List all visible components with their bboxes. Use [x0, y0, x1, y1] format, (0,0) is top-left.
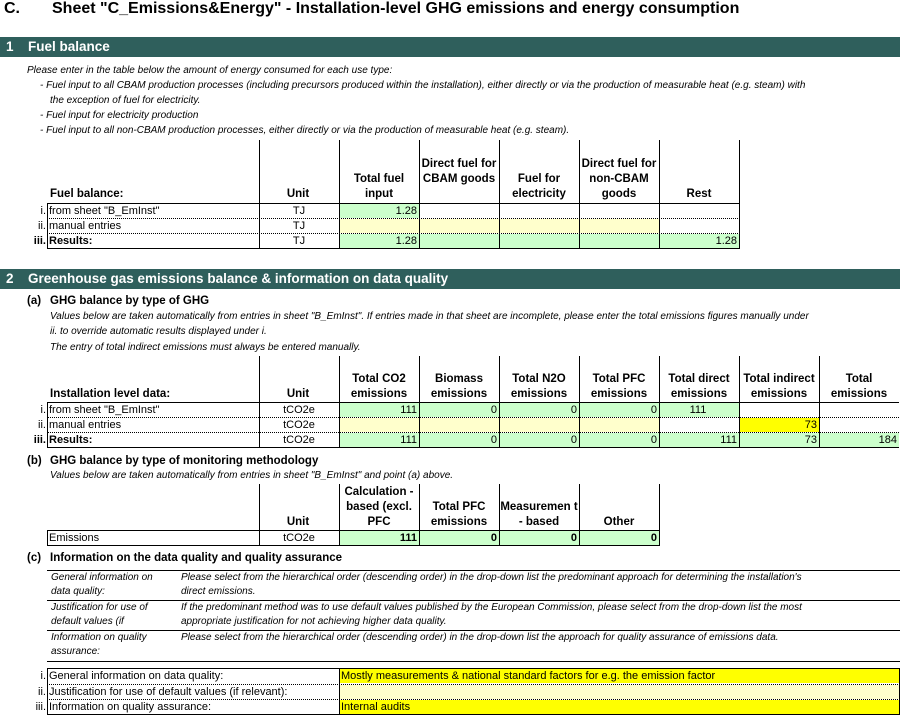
fuel-intro: Please enter in the table below the amount of energy consumed for each use type:	[27, 65, 393, 76]
hdr-calculation-based: Calculation - based (excl. PFC	[344, 486, 414, 528]
fuel-elec-ii[interactable]	[499, 219, 579, 233]
subsection-c-title: Information on the data quality and quality assurance	[50, 552, 343, 564]
grid-line	[47, 545, 660, 546]
ghg-row-label: manual entries	[49, 419, 122, 431]
fuel-row-label: manual entries	[49, 220, 122, 232]
grid-line	[259, 484, 260, 546]
quality-row-label: Information on quality assurance:	[49, 701, 212, 713]
info-text-3a: Please select from the hierarchical order (descending order) in the drop-down list the approach for quality assurance of emissions data.	[181, 632, 779, 643]
hdr-biomass: Biomass emissions	[430, 373, 488, 400]
hdr-total-emissions: Total emissions	[830, 373, 888, 400]
ghg-co2-ii[interactable]	[339, 418, 419, 432]
fuel-rest-iii: 1.28	[659, 234, 739, 248]
info-label-2b: default values (if	[51, 616, 124, 627]
fuel-bullet-1b: the exception of fuel for electricity.	[50, 95, 201, 106]
ghg-bio-ii[interactable]	[419, 418, 499, 432]
grid-line	[339, 484, 340, 546]
hdr-total-indirect: Total indirect emissions	[743, 373, 815, 400]
info-text-1a: Please select from the hierarchical order (descending order) in the drop-down list the predominant approach for determining the installation's	[181, 572, 802, 583]
fuel-row-unit: TJ	[292, 235, 306, 247]
ghg-bio-i[interactable]: 0	[419, 403, 499, 417]
fuel-noncbam-ii[interactable]	[579, 219, 659, 233]
grid-line	[47, 661, 900, 662]
fuel-noncbam-iii	[579, 234, 659, 248]
method-other-value: 0	[579, 531, 659, 545]
grid-line	[47, 630, 900, 631]
quality-row-num: ii.	[38, 686, 46, 698]
grid-line	[47, 432, 899, 433]
fuel-row-unit: TJ	[292, 205, 306, 217]
grid-line	[499, 484, 500, 546]
fuel-cbam-ii[interactable]	[419, 219, 499, 233]
hdr-total-co2: Total CO2 emissions	[350, 373, 408, 400]
info-text-2a: If the predominant method was to use default values published by the European Commission, please select from the drop-down list the most	[181, 602, 802, 613]
hdr-total-n2o: Total N2O emissions	[510, 373, 568, 400]
section-1-title: Fuel balance	[28, 39, 110, 54]
info-text-2b: appropriate justification for not achieving higher data quality.	[181, 616, 447, 627]
hdr-direct-noncbam: Direct fuel for non-CBAM goods	[581, 158, 657, 200]
hdr-other: Other	[603, 516, 635, 528]
ghg-note-2: ii. to override automatic results displayed under i.	[50, 326, 267, 337]
grid-line	[47, 570, 900, 571]
hdr-unit: Unit	[286, 188, 310, 200]
info-label-1b: data quality:	[51, 586, 105, 597]
grid-line	[339, 668, 340, 715]
ghg-n2o-ii[interactable]	[499, 418, 579, 432]
method-row-label: Emissions	[49, 532, 100, 544]
ghg-pfc-i[interactable]: 0	[579, 403, 659, 417]
grid-line	[47, 203, 48, 249]
fuel-cbam-iii	[419, 234, 499, 248]
quality-row-label: General information on data quality:	[49, 670, 224, 682]
subsection-a-number: (a)	[27, 295, 42, 307]
ghg-pfc-ii[interactable]	[579, 418, 659, 432]
hdr-rest: Rest	[686, 188, 712, 200]
ghg-pfc-iii: 0	[579, 433, 659, 447]
ghg-row-unit: tCO2e	[283, 404, 315, 416]
hdr-unit: Unit	[286, 388, 310, 400]
ghg-co2-i[interactable]: 111	[339, 403, 419, 417]
ghg-n2o-iii: 0	[499, 433, 579, 447]
fuel-bullet-3: - Fuel input to all non-CBAM production processes, either directly or via the production of measurable heat (e.g. steam).	[40, 125, 570, 136]
default-values-justification-select[interactable]	[339, 685, 900, 699]
ghg-direct-i[interactable]: 111	[659, 403, 739, 417]
ghg-note-3: The entry of total indirect emissions must always be entered manually.	[50, 342, 361, 353]
method-calc-value: 111	[339, 531, 419, 545]
grid-line	[579, 484, 580, 546]
subsection-b-title: GHG balance by type of monitoring methodology	[50, 455, 319, 467]
ghg-row-label: Results:	[49, 434, 93, 446]
grid-line	[47, 203, 740, 204]
subsection-c-number: (c)	[27, 552, 42, 564]
section-2-header	[0, 269, 900, 289]
fuel-row-num: iii.	[33, 235, 46, 247]
ghg-row-num: ii.	[38, 419, 46, 431]
fuel-total-i[interactable]: 1.28	[339, 204, 419, 218]
data-quality-select[interactable]: Mostly measurements & national standard factors for e.g. the emission factor	[339, 669, 900, 683]
section-2-number: 2	[6, 271, 14, 286]
method-note: Values below are taken automatically from entries in sheet "B_EmInst" and point (a) above.	[50, 470, 454, 481]
title-text: Sheet "C_Emissions&Energy" - Installation-level GHG emissions and energy consumption	[52, 0, 740, 17]
grid-line	[47, 248, 740, 249]
hdr-total-pfc: Total PFC emissions	[430, 501, 488, 528]
info-label-1a: General information on	[51, 572, 153, 583]
section-1-header	[0, 37, 900, 57]
hdr-total-direct: Total direct emissions	[668, 373, 730, 400]
info-label-3a: Information on quality	[51, 632, 147, 643]
fuel-total-iii: 1.28	[339, 234, 419, 248]
title-prefix: C.	[4, 0, 20, 17]
method-pfc-value: 0	[419, 531, 499, 545]
quality-row-num: i.	[40, 670, 46, 682]
fuel-bullet-1: - Fuel input to all CBAM production processes (including precursors produced within the installation), either directly or via the production of measurable heat (e.g. steam) with	[40, 80, 806, 91]
grid-line	[47, 233, 740, 234]
fuel-table-label: Fuel balance:	[50, 188, 124, 200]
grid-line	[47, 600, 900, 601]
fuel-elec-iii	[499, 234, 579, 248]
hdr-unit: Unit	[286, 516, 310, 528]
method-row-unit: tCO2e	[283, 532, 315, 544]
quality-row-label: Justification for use of default values (if relevant):	[49, 686, 288, 698]
ghg-n2o-i[interactable]: 0	[499, 403, 579, 417]
subsection-b-number: (b)	[27, 455, 42, 467]
fuel-bullet-2: - Fuel input for electricity production	[40, 110, 199, 121]
hdr-fuel-electricity: Fuel for electricity	[512, 173, 566, 200]
grid-line	[47, 447, 899, 448]
quality-row-num: iii.	[35, 701, 46, 713]
ghg-indirect-ii[interactable]: 73	[739, 418, 819, 432]
info-text-1b: direct emissions.	[181, 586, 256, 597]
fuel-row-num: i.	[40, 205, 46, 217]
method-meas-value: 0	[499, 531, 579, 545]
grid-line	[47, 218, 740, 219]
fuel-row-label: Results:	[49, 235, 93, 247]
ghg-co2-iii: 111	[339, 433, 419, 447]
grid-line	[659, 484, 660, 546]
ghg-note-1: Values below are taken automatically from entries in sheet "B_EmInst". If entries made in that sheet are incomplete, please enter the total emissions figures manually under	[50, 311, 809, 322]
fuel-total-ii[interactable]	[339, 219, 419, 233]
ghg-row-unit: tCO2e	[283, 434, 315, 446]
grid-line	[419, 484, 420, 546]
grid-line	[47, 668, 48, 715]
page-title	[4, 0, 739, 18]
grid-line	[47, 402, 899, 403]
ghg-table-label: Installation level data:	[50, 388, 171, 400]
section-1-number: 1	[6, 39, 14, 54]
grid-line	[47, 417, 899, 418]
hdr-total-pfc: Total PFC emissions	[590, 373, 648, 400]
hdr-total-fuel: Total fuel input	[353, 173, 405, 200]
hdr-measurement-based: Measuremen t - based	[500, 501, 578, 528]
quality-assurance-select[interactable]: Internal audits	[339, 700, 900, 714]
ghg-indirect-iii: 73	[739, 433, 819, 447]
fuel-row-unit: TJ	[292, 220, 306, 232]
grid-line	[47, 530, 660, 531]
ghg-total-iii: 184	[819, 433, 899, 447]
section-2-title: Greenhouse gas emissions balance & information on data quality	[28, 271, 449, 286]
hdr-direct-cbam: Direct fuel for CBAM goods	[421, 158, 497, 185]
ghg-row-label: from sheet "B_EmInst"	[49, 404, 160, 416]
info-label-3b: assurance:	[51, 646, 100, 657]
grid-line	[47, 402, 48, 448]
ghg-bio-iii: 0	[419, 433, 499, 447]
ghg-row-num: iii.	[33, 434, 46, 446]
grid-line	[47, 530, 48, 546]
subsection-a-title: GHG balance by type of GHG	[50, 295, 210, 307]
info-label-2a: Justification for use of	[51, 602, 148, 613]
fuel-row-label: from sheet "B_EmInst"	[49, 205, 160, 217]
ghg-direct-iii: 111	[659, 433, 739, 447]
ghg-row-num: i.	[40, 404, 46, 416]
ghg-row-unit: tCO2e	[283, 419, 315, 431]
fuel-row-num: ii.	[38, 220, 46, 232]
